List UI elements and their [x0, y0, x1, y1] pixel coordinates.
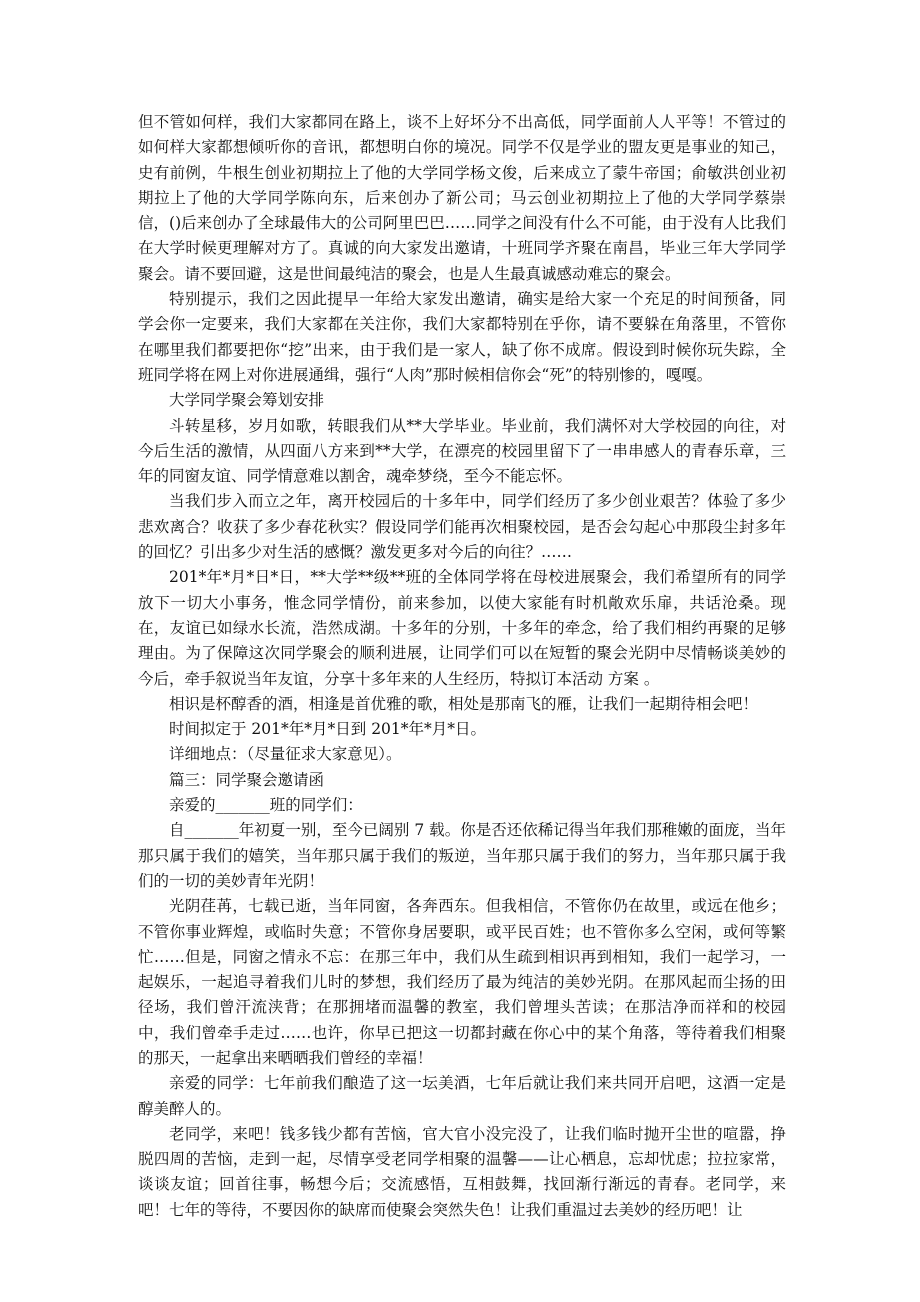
paragraph: 自_______年初夏一别，至今已阔别 7 载。你是否还依稀记得当年我们那稚嫩的面庞，当年那只属于我们的嬉笑，当年那只属于我们的叛逆，当年那只属于我们的努力，当年那只属于我们的一切的美妙青年光阴！ [138, 821, 786, 890]
section-heading: 篇三：同学聚会邀请函 [169, 770, 325, 789]
paragraph: 特别提示，我们之因此提早一年给大家发出邀请，确实是给大家一个充足的时间预备，同学会你一定要来，我们大家都在关注你，我们大家都特别在乎你，请不要躲在角落里，不管你在哪里我们都要把你“挖”出来，由于我们是一家人，缺了你不成席。假设到时候你玩失踪，全班同学将在网上对你进展通缉，强行“人肉”那时候相信你会“死”的特别惨的，嘎嘎。 [138, 290, 786, 384]
document-body [138, 110, 786, 1223]
paragraph: 时间拟定于 201*年*月*日到 201*年*月*日。 [169, 720, 487, 739]
paragraph: 老同学，来吧！钱多钱少都有苦恼，官大官小没完没了，让我们临时抛开尘世的喧嚣，挣脱四周的苦恼，走到一起，尽情享受老同学相聚的温馨——让心栖息，忘却忧虑；拉拉家常，谈谈友谊；回首往事，畅想今后；交流感悟，互相鼓舞，找回渐行渐远的青春。老同学，来吧！七年的等待，不要因你的缺席而使聚会突然失色！让我们重温过去美妙的经历吧！让 [138, 1124, 786, 1219]
paragraph: 光阴荏苒，七载已逝，当年同窗，各奔西东。但我相信，不管你仍在故里，或远在他乡；不管你事业辉煌，或临时失意；不管你身居要职，或平民百姓；也不管你多么空闲，或何等繁忙……但是，同窗之情永不忘：在那三年中，我们从生疏到相识再到相知，我们一起学习，一起娱乐，一起追寻着我们儿时的梦想，我们经历了最为纯洁的美妙光阴。在那风起而尘扬的田径场，我们曾汗流浃背；在那拥堵而温馨的教室，我们曾埋头苦读；在那洁净而祥和的校园中，我们曾牵手走过……也许，你早已把这一切都封藏在你心中的某个角落，等待着我们相聚的那天，一起拿出来晒晒我们曾经的幸福！ [138, 897, 786, 1067]
paragraph: 201*年*月*日*日，**大学**级**班的全体同学将在母校进展聚会，我们希望所有的同学放下一切大小事务，惟念同学情份，前来参加，以使大家能有时机敞欢乐扉，共话沧桑。现在，友谊已如绿水长流，浩然成湖。十多年的分别，十多年的牵念，给了我们相约再聚的足够理由。为了保障这次同学聚会的顺利进展，让同学们可以在短暂的聚会光阴中尽情畅谈美妙的今后，牵手叙说当年友谊，分享十多年来的人生经历，特拟订本活动 方案 。 [138, 568, 786, 688]
paragraph: 亲爱的同学：七年前我们酿造了这一坛美酒，七年后就让我们来共同开启吧，这酒一定是醇美醉人的。 [138, 1074, 786, 1118]
paragraph: 当我们步入而立之年，离开校园后的十多年中，同学们经历了多少创业艰苦？体验了多少悲欢离合？收获了多少春花秋实？假设同学们能再次相聚校园，是否会勾起心中那段尘封多年的回忆？引出多少对生活的感慨？激发更多对今后的向往？…… [138, 492, 786, 562]
paragraph: 但不管如何样，我们大家都同在路上，谈不上好坏分不出高低，同学面前人人平等！不管过的如何样大家都想倾听你的音讯，都想明白你的境况。同学不仅是学业的盟友更是事业的知己，史有前例，牛根生创业初期拉上了他的大学同学杨文俊，后来成立了蒙牛帝国；俞敏洪创业初期拉上了他的大学同学陈向东，后来创办了新公司；马云创业初期拉上了他的大学同学蔡崇信，()后来创办了全球最伟大的公司阿里巴巴……同学之间没有什么不可能，由于没有人比我们在大学时候更理解对方了。真诚的向大家发出邀请，十班同学齐聚在南昌，毕业三年大学同学聚会。请不要回避，这是世间最纯洁的聚会，也是人生最真诚感动难忘的聚会。 [138, 113, 786, 283]
paragraph: 斗转星移，岁月如歌，转眼我们从**大学毕业。毕业前，我们满怀对大学校园的向往，对今后生活的激情，从四面八方来到**大学，在漂亮的校园里留下了一串串感人的青春乐章，三年的同窗友谊、同学情意难以割舍，魂牵梦绕，至今不能忘怀。 [138, 416, 786, 486]
paragraph: 相识是杯醇香的酒，相逢是首优雅的歌，相处是那南飞的雁，让我们一起期待相会吧！ [169, 694, 759, 713]
section-heading: 大学同学聚会筹划安排 [169, 391, 325, 410]
salutation: 亲爱的_______班的同学们： [169, 796, 363, 815]
paragraph: 详细地点：（尽量征求大家意见）。 [169, 745, 402, 764]
